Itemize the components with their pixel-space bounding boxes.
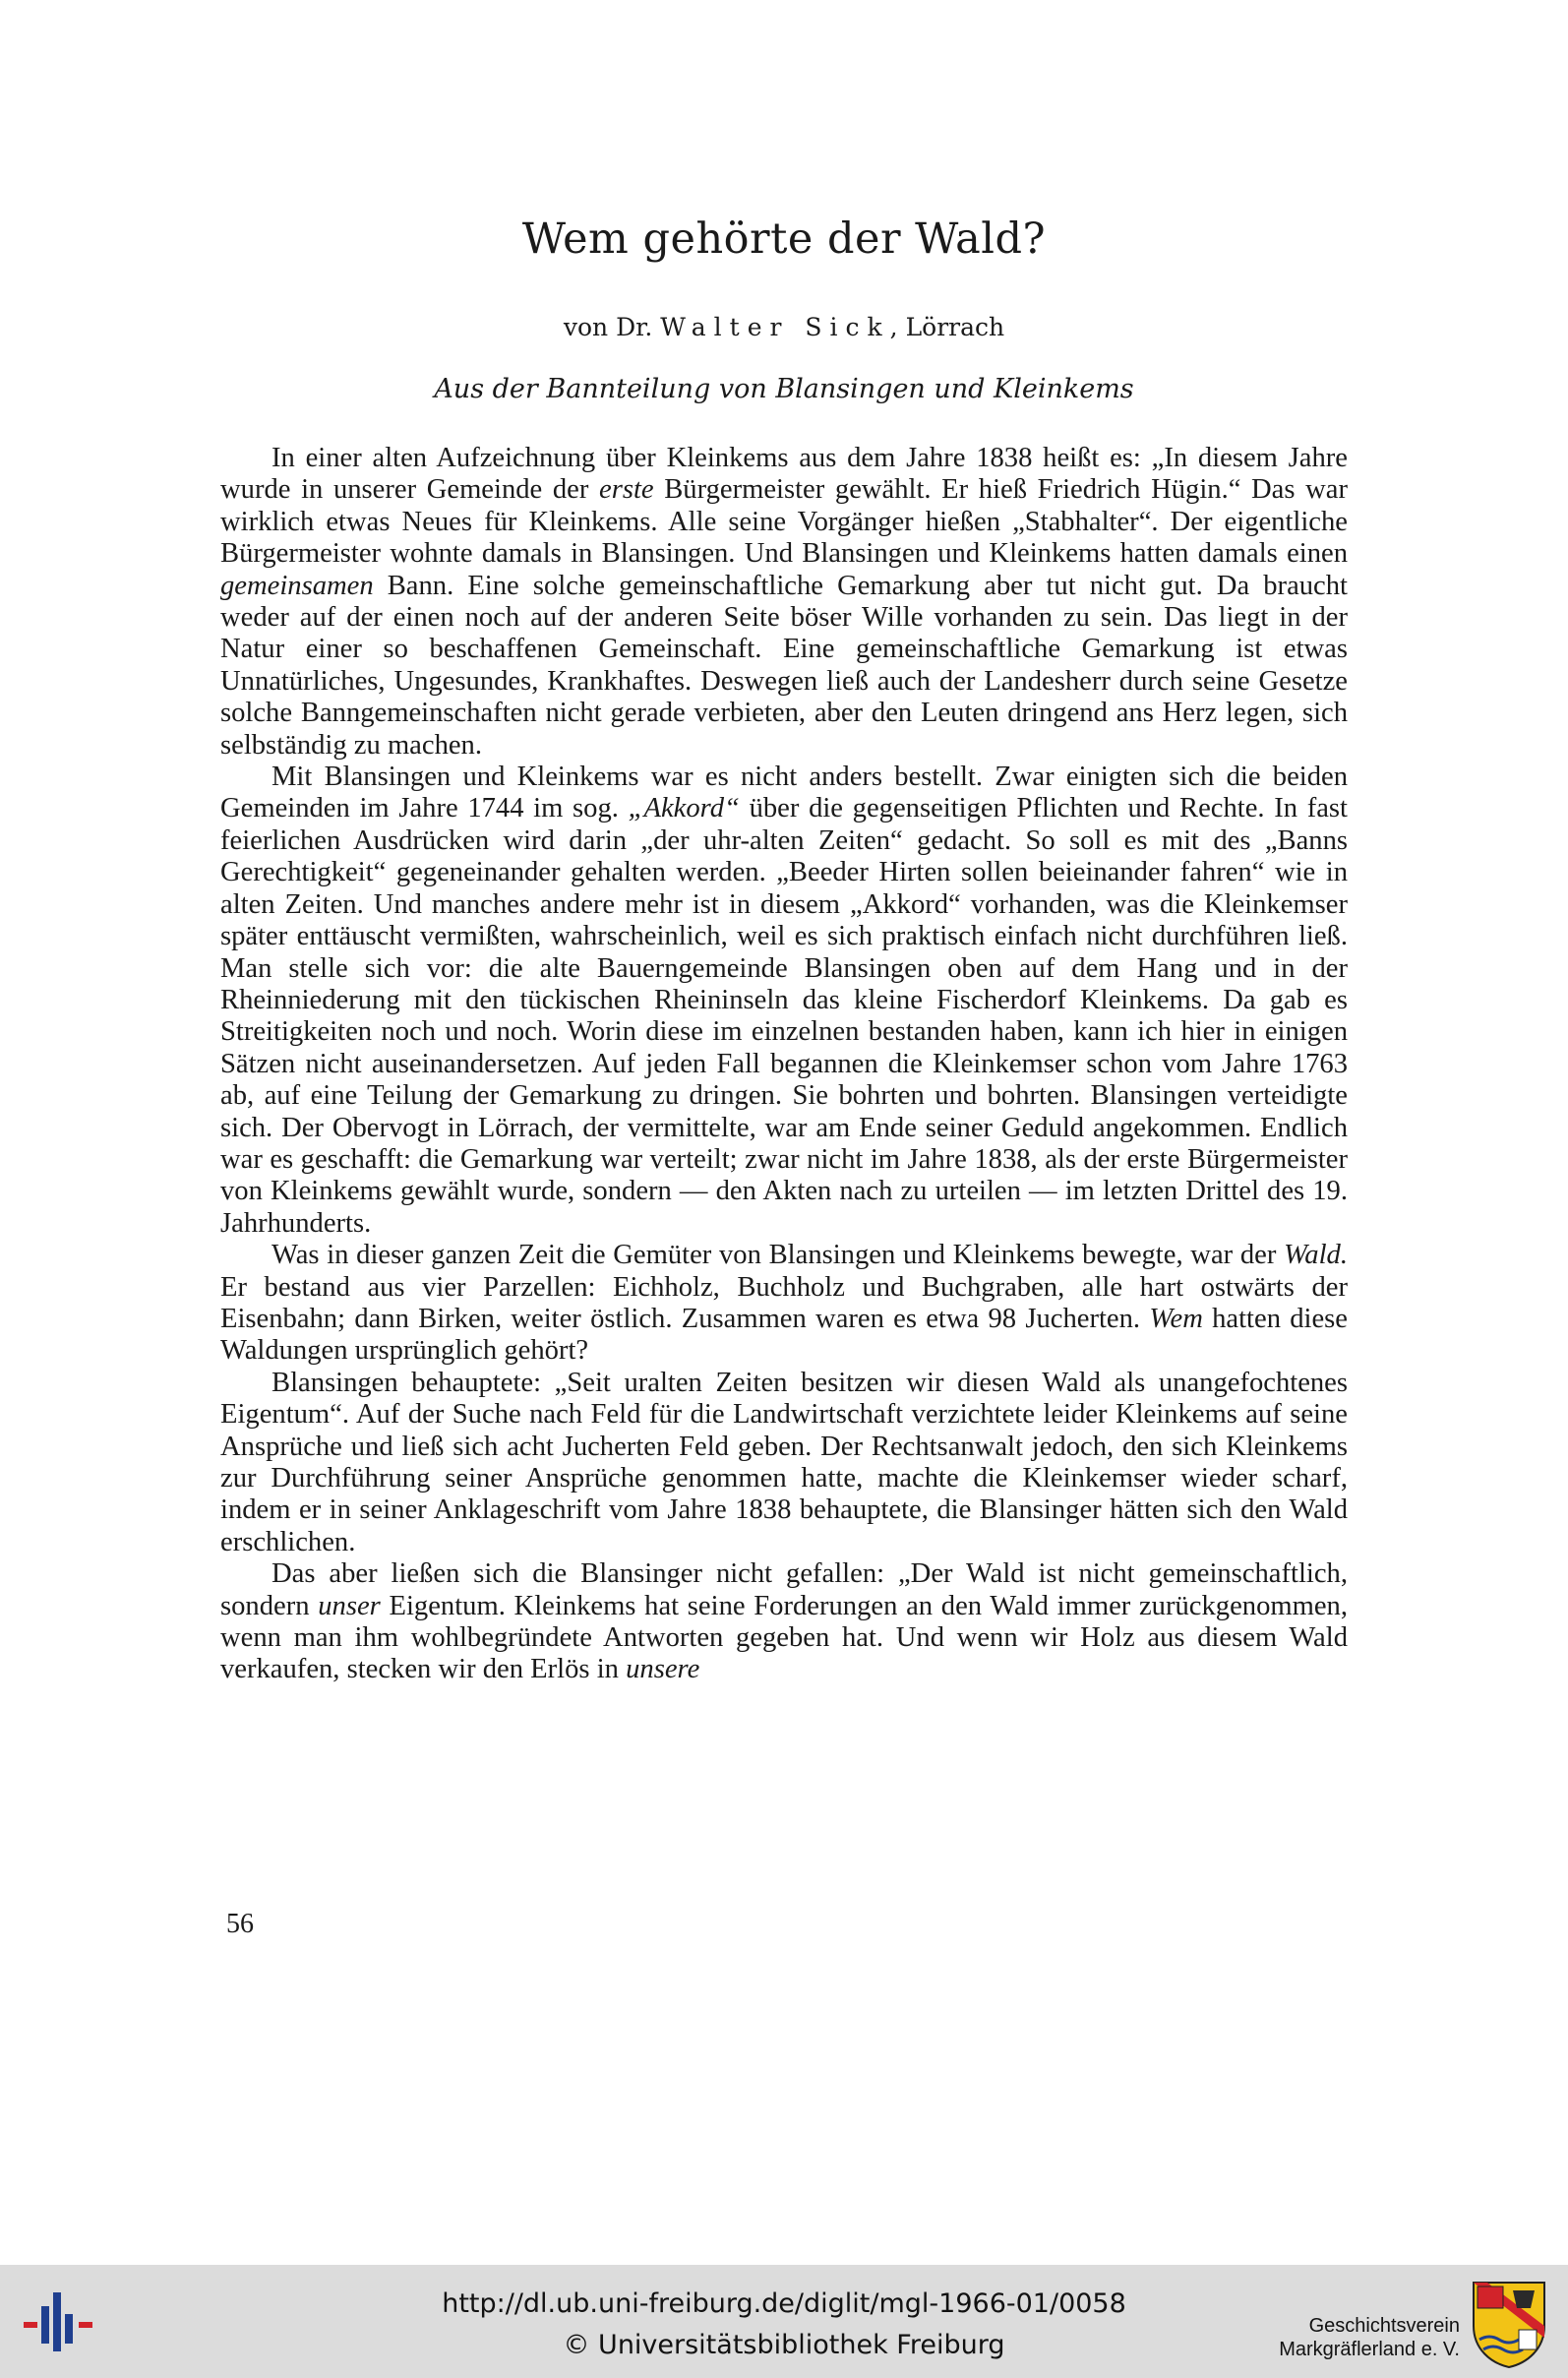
paragraph-text: Er bestand aus vier Parzellen: Eichholz, Buchholz und Buchgraben, alle hart ostwärts der Eisenbahn; dann Birken, weiter östlich. Zusammen waren es etwa 98 Jucherten.	[220, 1271, 1348, 1334]
paragraph-text: hatten diese Waldungen ursprünglich gehört?	[220, 1303, 1348, 1367]
paragraph	[220, 443, 1348, 762]
paragraph-text: Mit Blansingen und Kleinkems war es nicht anders bestellt. Zwar einigten sich die beiden Gemeinden im Jahre 1744 im sog.	[220, 762, 1348, 824]
paragraph-emphasis: Wem	[1149, 1303, 1203, 1334]
footer-society-name	[1263, 2314, 1460, 2361]
author-suffix: , Lörrach	[889, 313, 1005, 341]
paragraph-text: Eigentum. Kleinkems hat seine Forderungen an den Wald immer zurückgenommen, wenn man ihm wohlbegründete Antworten gegeben hat. Und wenn wir Holz aus diesem Wald verkaufen, stecken wir den Erlös in	[220, 1590, 1348, 1685]
society-line: Markgräflerland e. V.	[1279, 2339, 1460, 2360]
paragraph	[220, 1368, 1348, 1558]
author-name: Walter Sick	[660, 313, 890, 341]
society-line: Geschichtsverein	[1308, 2315, 1460, 2337]
paragraph-text: Blansingen behauptete: „Seit uralten Zeiten besitzen wir diesen Wald als unangefochtenes Eigentum“. Auf der Suche nach Feld für die Landwirtschaft verzichtete leider Kleinkems auf seine Ansprüche und ließ sich acht Jucherten Feld geben. Der Rechtsanwalt jedoch, den sich Kleinkems zur Durchführung seiner Ansprüche genommen hatte, machte die Kleinkemser wieder scharf, indem er in seiner Anklageschrift vom Jahre 1838 behauptete, die Blansinger hätten sich den Wald erschlichen.	[220, 1367, 1348, 1557]
article-body	[220, 443, 1348, 1686]
paragraph-emphasis: unsere	[626, 1654, 700, 1685]
paragraph-emphasis: Wald.	[1284, 1240, 1348, 1271]
article-title: Wem gehörte der Wald?	[521, 214, 1047, 264]
paragraph-emphasis: „Akkord“	[628, 793, 740, 824]
paragraph-text: über die gegenseitigen Pflichten und Rechte. In fast feierlichen Ausdrücken wird darin „der uhr-alten Zeiten“ gedacht. So soll es mit des „Banns Gerechtigkeit“ gegeneinander gehalten werden. „Beeder Hirten sollen beieinander fahren“ wie in alten Zeiten. Und manches andere mehr ist in diesem „Akkord“ vorhanden, was die Kleinkemser später enttäuscht vermißten, wahrscheinlich, weil es sich praktisch einfach nicht durchführen ließ. Man stelle sich vor: die alte Bauerngemeinde Blansingen oben auf dem Hang und in der Rheinniederung mit den tückischen Rheininseln das kleine Fischerdorf Kleinkems. Da gab es Streitigkeiten noch und noch. Worin diese im einzelnen bestanden haben, kann ich hier in einigen Sätzen nicht auseinandersetzen. Auf jeden Fall begannen die Kleinkemser schon vom Jahre 1763 ab, auf eine Teilung der Gemarkung zu dringen. Sie bohrten und bohrten. Blansingen verteidigte sich. Der Obervogt in Lörrach, der vermittelte, war am Ende seiner Geduld angekommen. Endlich war es geschafft: die Gemarkung war verteilt; zwar nicht im Jahre 1838, als der erste Bürgermeister von Kleinkems gewählt wurde, sondern — den Akten nach zu urteilen — im letzten Drittel des 19. Jahrhunderts.	[220, 793, 1349, 1239]
footer-url-link[interactable]: http://dl.ub.uni-freiburg.de/diglit/mgl-1966-01/0058	[442, 2288, 1126, 2319]
paragraph-emphasis: gemeinsamen	[220, 570, 374, 601]
paragraph-text: Was in dieser ganzen Zeit die Gemüter von Blansingen und Kleinkems bewegte, war der	[271, 1240, 1285, 1271]
paragraph	[220, 762, 1348, 1240]
paragraph-text: Bann. Eine solche gemeinschaftliche Gemarkung aber tut nicht gut. Da braucht weder auf der einen noch auf der anderen Seite böser Wille vorhanden zu sein. Das liegt in der Natur einer so beschaffenen Gemeinschaft. Eine gemeinschaftliche Gemarkung ist etwas Unnatürliches, Ungesundes, Krankhaftes. Deswegen ließ auch der Landesherr durch seine Gesetze solche Banngemeinschaften nicht gerade verbieten, aber den Leuten dringend ans Herz legen, sich selbständig zu machen.	[220, 570, 1348, 761]
footer-copyright: © Universitätsbibliothek Freiburg	[563, 2330, 1005, 2360]
author-prefix: von Dr.	[563, 313, 661, 341]
page-number: 56	[226, 1909, 254, 1939]
paragraph	[220, 1558, 1348, 1686]
paragraph-text: Das aber ließen sich die Blansinger nicht gefallen: „Der Wald ist nicht gemeinschaftlich, sondern	[220, 1558, 1348, 1621]
article-author	[0, 313, 1568, 341]
paragraph-text: Bürgermeister gewählt. Er hieß Friedrich Hügin.“ Das war wirklich etwas Neues für Kleinkems. Alle seine Vorgänger hießen „Stabhalter“. Der eigentliche Bürgermeister wohnte damals in Blansingen. Und Blansingen und Kleinkems hatten damals einen	[220, 474, 1348, 570]
footer-bar	[0, 2265, 1568, 2378]
coat-of-arms-icon	[1470, 2279, 1548, 2369]
paragraph-emphasis: erste	[599, 474, 654, 506]
paragraph-text: In einer alten Aufzeichnung über Kleinkems aus dem Jahre 1838 heißt es: „In diesem Jahre wurde in unserer Gemeinde der	[220, 443, 1348, 506]
paragraph	[220, 1240, 1348, 1368]
paragraph-emphasis: unser	[318, 1590, 381, 1621]
article-subtitle: Aus der Bannteilung von Blansingen und Kleinkems	[434, 374, 1134, 404]
